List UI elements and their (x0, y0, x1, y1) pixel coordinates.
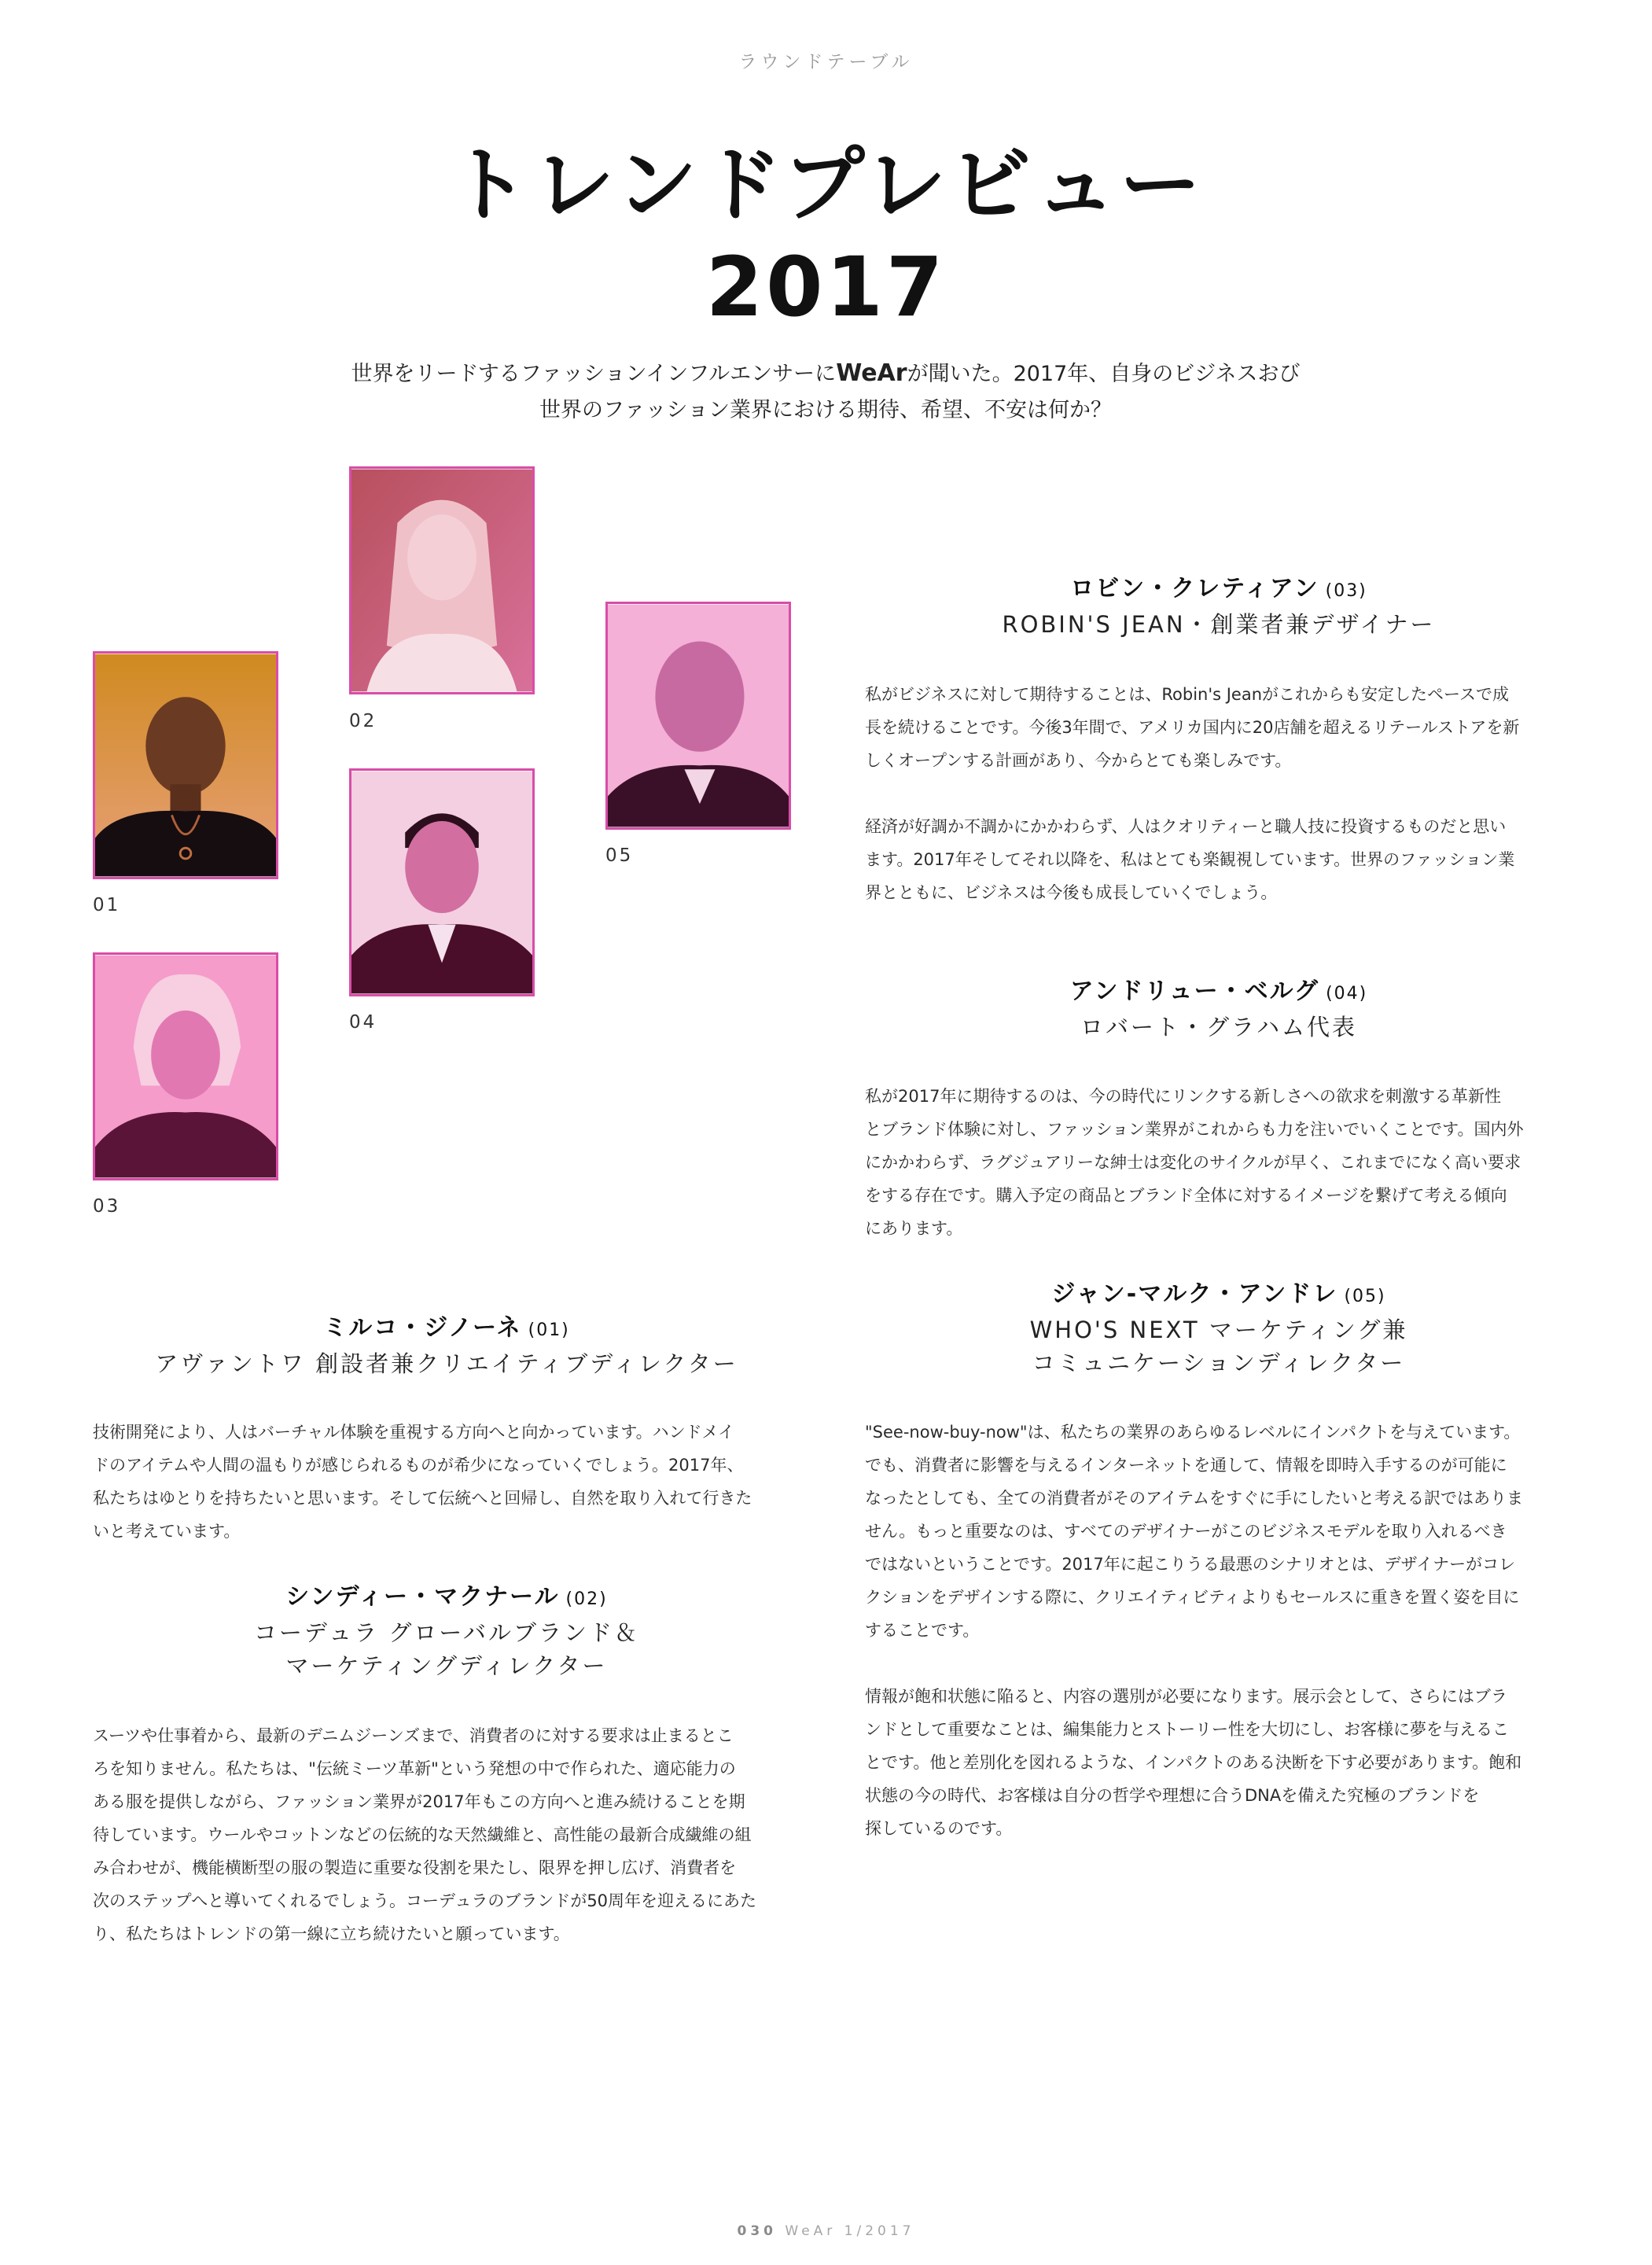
name-text: アンドリュー・ベルグ (1069, 978, 1320, 1005)
portrait-photo-02 (349, 466, 535, 694)
body-text-cindy (93, 1719, 800, 1950)
text-line: せん。もっと重要なのは、すべてのデザイナーがこのビジネスモデルを取り入れるべき (865, 1522, 1507, 1541)
profile-role: コミュニケーションディレクター (1032, 1350, 1406, 1376)
photo-number-05: 05 (605, 845, 634, 866)
page-number: 030 (737, 2223, 777, 2239)
section-label: ラウンドテーブル (738, 52, 914, 72)
name-text: ミルコ・ジノーネ (323, 1314, 522, 1342)
portrait-photo-04 (349, 768, 535, 996)
name-number: (01) (528, 1320, 570, 1340)
text-line: でも、消費者に影響を与えるインターネットを通して、情報を即時入手するのが可能に (865, 1456, 1507, 1475)
text-line: しくオープンする計画があり、今からとても楽しみです。 (865, 751, 1292, 770)
text-line: 界とともに、ビジネスは今後も成長していくでしょう。 (865, 883, 1278, 902)
photo-number-03: 03 (93, 1196, 121, 1217)
photo-number-04: 04 (349, 1012, 377, 1033)
text-line: 長を続けることです。今後3年間で、アメリカ国内に20店舗を超えるリテールストアを新 (865, 718, 1520, 737)
profile-role: ロバート・グラハム代表 (1080, 1014, 1357, 1040)
paragraph (865, 1680, 1573, 1845)
intro-brand: WeAr (836, 359, 907, 387)
photo-number-01: 01 (93, 895, 121, 915)
text-line: 私が2017年に期待するのは、今の時代にリンクする新しさへの欲求を刺激する革新性 (865, 1087, 1502, 1106)
text-line: をする存在です。購入予定の商品とブランド全体に対するイメージを繋げて考える傾向 (865, 1186, 1507, 1205)
page-footer (0, 2223, 1652, 2239)
profile-cindy (93, 1581, 800, 1682)
portrait-photo-03 (93, 952, 278, 1180)
paragraph (93, 1719, 800, 1950)
body-text-milko (93, 1416, 800, 1548)
portrait-05-image (608, 604, 789, 827)
profile-name (93, 1312, 800, 1347)
name-number: (04) (1326, 984, 1368, 1004)
name-text: ロビン・クレティアン (1070, 575, 1319, 602)
text-line: スーツや仕事着から、最新のデニムジーンズまで、消費者のに対する要求は止まるとこ (93, 1726, 734, 1745)
text-line: 私がビジネスに対して期待することは、Robin's Jeanがこれからも安定したペースで成 (865, 685, 1509, 704)
profile-jean-marc (865, 1278, 1573, 1379)
name-text: ジャン-マルク・アンドレ (1051, 1280, 1338, 1308)
text-line: 経済が好調か不調かにかかわらず、人はクオリティーと職人技に投資するものだと思い (865, 817, 1507, 836)
text-line: いと考えています。 (93, 1522, 241, 1541)
profile-name (865, 975, 1573, 1011)
text-line: 私たちはゆとりを持ちたいと思います。そして伝統へと回帰し、自然を取り入れて行きた (93, 1489, 752, 1508)
profile-role: コーデュラ グローバルブランド＆ (254, 1619, 639, 1646)
portrait-04-image (351, 771, 532, 994)
text-line: ンドとして重要なことは、編集能力とストーリー性を大切にし、お客様に夢を与えるこ (865, 1720, 1509, 1739)
name-number: (02) (565, 1589, 608, 1609)
paragraph (865, 1416, 1573, 1647)
body-text-jean-marc (865, 1416, 1573, 1845)
text-line: み合わせが、機能横断型の服の製造に重要な役割を果たし、限界を押し広げ、消費者を (93, 1858, 737, 1877)
text-line: ある服を提供しながら、ファッション業界が2017年もこの方向へと進み続けることを期 (93, 1792, 745, 1811)
text-line: クションをデザインする際に、クリエイティビティよりもセールスに重きを置く姿を目に (865, 1588, 1520, 1607)
profile-role: ROBIN'S JEAN・創業者兼デザイナー (1002, 611, 1436, 638)
intro-text (197, 355, 1455, 429)
profile-name (865, 573, 1573, 608)
title-line-1: トレンドプレビュー (447, 137, 1205, 233)
paragraph (865, 678, 1573, 777)
text-line: 待しています。ウールやコットンなどの伝統的な天然繊維と、高性能の最新合成繊維の組 (93, 1825, 752, 1844)
profile-milko (93, 1312, 800, 1380)
text-line: り、私たちはトレンドの第一線に立ち続けたいと願っています。 (93, 1924, 570, 1943)
magazine-issue: WeAr 1/2017 (785, 2223, 915, 2239)
text-line: にかかわらず、ラグジュアリーな紳士は変化のサイクルが早く、これまでになく高い要求 (865, 1153, 1521, 1172)
profile-role: WHO'S NEXT マーケティング兼 (1029, 1317, 1408, 1343)
portrait-photo-01 (93, 651, 278, 879)
profile-robin (865, 573, 1573, 641)
portrait-photo-05 (605, 602, 791, 830)
text-line: 情報が飽和状態に陥ると、内容の選別が必要になります。展示会として、さらにはブラ (865, 1687, 1507, 1706)
paragraph (865, 810, 1573, 909)
text-line: することです。 (865, 1621, 980, 1640)
text-line: とブランド体験に対し、ファッション業界がこれからも力を注いでいくことです。国内外 (865, 1120, 1524, 1139)
text-line: 探しているのです。 (865, 1819, 1013, 1838)
name-text: シンディー・マクナール (285, 1583, 560, 1611)
text-line: ます。2017年そしてそれ以降を、私はとても楽観視しています。世界のファッション業 (865, 850, 1515, 869)
photo-number-02: 02 (349, 711, 377, 731)
text-line: なったとしても、全ての消費者がそのアイテムをすぐに手にしたいと考える訳ではありま (865, 1489, 1524, 1508)
text-line: 状態の今の時代、お客様は自分の哲学や理想に合うDNAを備えた究極のブランドを (865, 1786, 1480, 1805)
text-line: 次のステップへと導いてくれるでしょう。コーデュラのブランドが50周年を迎えるにあた (93, 1891, 757, 1910)
profile-name (865, 1278, 1573, 1313)
text-line: ろを知りません。私たちは、"伝統ミーツ革新"という発想の中で作られた、適応能力の (93, 1759, 736, 1778)
text-line: "See-now-buy-now"は、私たちの業界のあらゆるレベルにインパクトを与えています。 (865, 1423, 1521, 1442)
text-line: ではないということです。2017年に起こりうる最悪のシナリオとは、デザイナーがコレ (865, 1555, 1516, 1574)
intro-line-2: 世界のファッション業界における期待、希望、不安は何か？ (539, 398, 1112, 422)
body-text-andrew (865, 1080, 1573, 1245)
body-text-robin (865, 678, 1573, 909)
paragraph (93, 1416, 800, 1548)
portrait-03-image (95, 955, 276, 1178)
name-number: (03) (1325, 581, 1367, 601)
profile-role: マーケティングディレクター (285, 1652, 608, 1679)
name-number: (05) (1344, 1287, 1386, 1306)
paragraph (865, 1080, 1573, 1245)
profile-role: アヴァントワ 創設者兼クリエイティブディレクター (155, 1350, 738, 1377)
text-line: 技術開発により、人はバーチャル体験を重視する方向へと向かっています。ハンドメイ (93, 1423, 735, 1442)
profile-andrew (865, 975, 1573, 1044)
portrait-01-image (95, 654, 276, 877)
intro-line-1b: が聞いた。2017年、自身のビジネスおび (907, 362, 1301, 386)
page-title (0, 134, 1652, 338)
title-line-2: 2017 (705, 239, 947, 335)
text-line: にあります。 (865, 1219, 963, 1238)
intro-line-1 (197, 355, 1455, 392)
intro-line-1a: 世界をリードするファッションインフルエンサーに (351, 362, 837, 386)
text-line: ドのアイテムや人間の温もりが感じられるものが希少になっていくでしょう。2017年、 (93, 1456, 744, 1475)
profile-name (93, 1581, 800, 1616)
text-line: とです。他と差別化を図れるような、インパクトのある決断を下す必要があります。飽和 (865, 1753, 1522, 1772)
portrait-02-image (351, 469, 532, 692)
